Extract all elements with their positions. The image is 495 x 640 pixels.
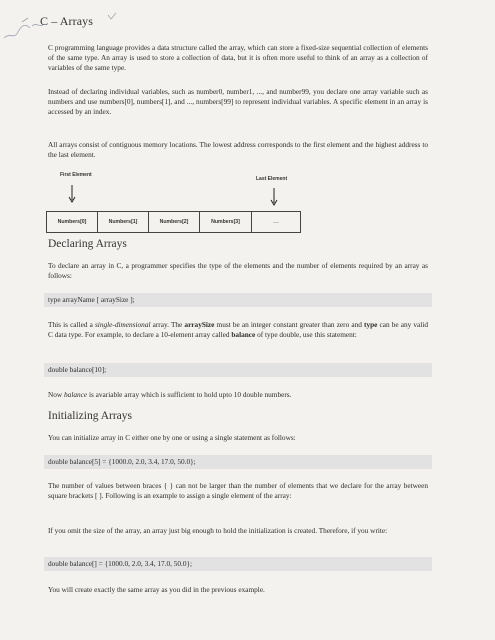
initializing-paragraph-4: You will create exactly the same array as you did in the previous example. bbox=[48, 585, 265, 594]
array-cell: Numbers[1] bbox=[98, 212, 149, 232]
code-block: double balance[] = {1000.0, 2.0, 3.4, 17.0, 50.0}; bbox=[44, 557, 432, 571]
intro-paragraph-2: Instead of declaring individual variables, such as number0, number1, ..., and number99, you declare one array variable such as numbers and use numbers[0], numbers[1], and ..., numbers[99] to represent individual variables. A specific element in an array is accessed by an index. bbox=[48, 87, 428, 116]
section-heading-declaring: Declaring Arrays bbox=[48, 238, 127, 250]
section-heading-initializing: Initializing Arrays bbox=[48, 410, 132, 422]
code-block: double balance[5] = {1000.0, 2.0, 3.4, 17.0, 50.0}; bbox=[44, 455, 432, 469]
code-block: type arrayName [ arraySize ]; bbox=[44, 293, 432, 307]
initializing-paragraph-1: You can initialize array in C either one by one or using a single statement as follows: bbox=[48, 433, 296, 442]
array-cell: .... bbox=[273, 219, 279, 225]
down-arrow-icon bbox=[270, 188, 278, 206]
code-block: double balance[10]; bbox=[44, 363, 432, 377]
down-arrow-icon bbox=[68, 185, 76, 203]
array-cell: Numbers[2] bbox=[149, 212, 200, 232]
array-cell: Numbers[0] bbox=[47, 212, 98, 232]
checkmark-scribble bbox=[107, 12, 117, 20]
array-cell: Numbers[3] bbox=[200, 212, 252, 232]
array-diagram bbox=[46, 211, 301, 233]
initializing-paragraph-3: If you omit the size of the array, an array just big enough to hold the initialization is created. Therefore, if you write: bbox=[48, 526, 388, 535]
intro-paragraph-3: All arrays consist of contiguous memory locations. The lowest address corresponds to the first element and the highest address to the last element. bbox=[48, 140, 428, 159]
last-element-label: Last Element bbox=[256, 176, 288, 182]
initializing-paragraph-2: The number of values between braces { } can not be larger than the number of elements that we declare for the array between square brackets [ ]. Following is an example to assign a single element of the array: bbox=[48, 481, 428, 500]
intro-paragraph-1: C programming language provides a data structure called the array, which can store a fixed-size sequential collection of elements of the same type. An array is used to store a collection of data, but it is often more useful to think of an array as a collection of variables of the same type. bbox=[48, 43, 428, 72]
declaring-paragraph-2: This is called a single-dimensional array. The arraySize must be an integer constant greater than zero and type can be any valid C data type. For example, to declare a 10-element array called balance of type double, use this statement: bbox=[48, 320, 429, 339]
first-element-label: First Element bbox=[60, 172, 92, 178]
declaring-paragraph-3: Now balance is avariable array which is sufficient to hold upto 10 double numbers. bbox=[48, 390, 292, 399]
declaring-paragraph-1: To declare an array in C, a programmer specifies the type of the elements and the number of elements required by an array as follows: bbox=[48, 261, 428, 280]
page-title: C – Arrays bbox=[40, 14, 93, 28]
